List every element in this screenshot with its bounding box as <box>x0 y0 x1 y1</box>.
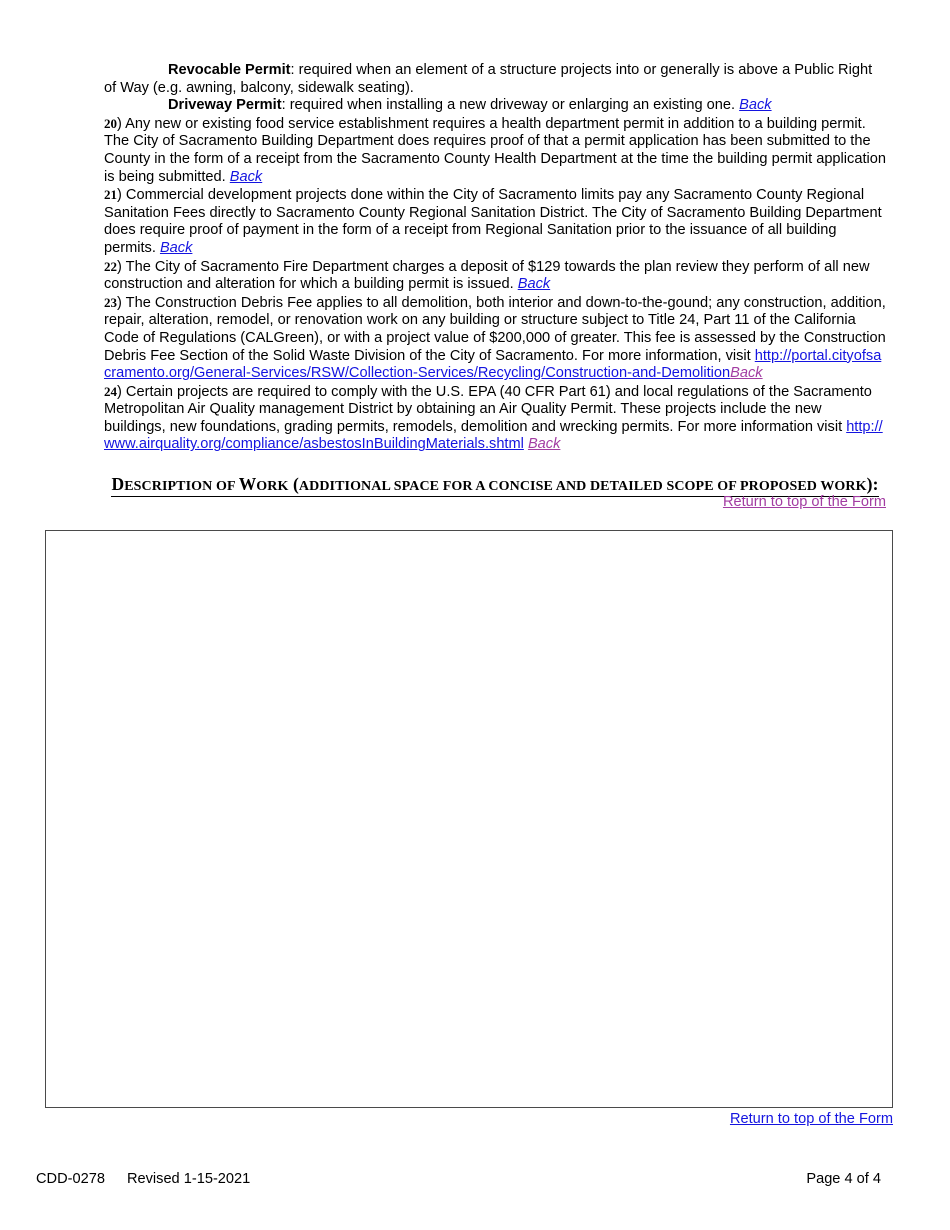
back-link-item-21[interactable]: Back <box>159 239 193 256</box>
item-22-paragraph <box>104 258 886 294</box>
item-24-text: Certain projects are required to comply with the U.S. EPA (40 CFR Part 61) and local regulations of the Sacramento Metropolitan Air Quality management District by obtaining an Air Quality Permit. These projects include the new buildings, new foundations, grading permits, remodels, demolition and wrecking permits. For more information visit <box>104 383 872 435</box>
return-to-top-link-upper[interactable]: Return to top of the Form <box>722 494 886 510</box>
item-24-paren: ) <box>117 383 122 400</box>
heading-paren-open: ( <box>288 474 299 494</box>
construction-debris-url-link[interactable]: http://portal.cityofsacramento.org/General-Services/RSW/Collection-Services/Recycling/Construction-and-Demolition <box>104 347 882 382</box>
heading-escription: ESCRIPTION <box>124 479 213 494</box>
permit-driveway-separator: : <box>281 97 290 114</box>
item-20-text: Any new or existing food service establishment requires a health department permit in addition to a building permit. The City of Sacramento Building Department does requires proof of that a permit application has been submitted to the County in the form of a receipt from the Sacramento County Health Department at the time the building permit application is being submitted. <box>104 115 886 185</box>
item-23-text: The Construction Debris Fee applies to all demolition, both interior and down-to-the-gound; any construction, addition, repair, alteration, remodel, or renovation work on any building or structure subject to Title 24, Part 11 of the California Code of Regulations (CALGreen), or with a project value of $200,000 of greater. This fee is assessed by the Construction Debris Fee Section of the Solid Waste Division of the City of Sacramento. For more information, visit <box>104 294 886 364</box>
back-link-driveway[interactable]: Back <box>739 97 772 114</box>
permit-revocable-paragraph <box>104 62 886 97</box>
page-footer <box>36 1171 881 1187</box>
item-20-paragraph <box>104 115 886 186</box>
back-link-item-22[interactable]: Back <box>517 276 551 293</box>
item-24-paragraph <box>104 383 886 454</box>
return-to-top-link-lower[interactable]: Return to top of the Form <box>729 1111 893 1127</box>
back-link-item-23[interactable]: Back <box>730 365 763 382</box>
permit-driveway-name: Driveway Permit <box>168 97 282 114</box>
item-21-paren: ) <box>117 187 122 204</box>
heading-w: W <box>238 474 257 494</box>
item-23-paren: ) <box>117 294 122 311</box>
revision-date-label: Revised 1-15-2021 <box>126 1171 251 1187</box>
item-22-text: The City of Sacramento Fire Department charges a deposit of $129 towards the plan review they perform of all new construction and alteration for which a building permit is issued. <box>104 258 870 293</box>
heading-d: D <box>111 474 125 494</box>
air-quality-url-link[interactable]: http://www.airquality.org/compliance/asbestosInBuildingMaterials.shtml <box>104 418 883 453</box>
item-22-number: 22 <box>104 258 117 274</box>
page-number-label: Page 4 of 4 <box>806 1171 881 1187</box>
footer-left-group <box>36 1171 250 1187</box>
heading-ork: ORK <box>256 479 289 494</box>
heading-paren-close: ) <box>866 474 873 494</box>
form-id-label: CDD-0278 <box>36 1171 105 1187</box>
permit-driveway-paragraph <box>104 97 886 115</box>
return-to-top-lower-wrap <box>45 1111 893 1127</box>
permit-driveway-text: required when installing a new driveway or enlarging an existing one. <box>289 97 740 114</box>
permit-revocable-text: required when an element of a structure projects into or generally is above a Public Right of Way (e.g. awning, balcony, sidewalk seating). <box>104 62 873 96</box>
item-21-text: Commercial development projects done within the City of Sacramento limits pay any Sacramento County Regional Sanitation Fees directly to Sacramento County Regional Sanitation District. The City of Sacramento Building Department does require proof of payment in the form of a receipt from Regional Sanitation prior to the issuance of all building permits. <box>104 187 882 256</box>
back-link-item-24[interactable]: Back <box>527 436 561 453</box>
heading-colon: : <box>872 474 879 494</box>
item-24-number: 24 <box>104 383 117 399</box>
item-20-paren: ) <box>117 115 122 132</box>
item-23-number: 23 <box>104 294 117 310</box>
body-content <box>104 62 886 454</box>
item-21-number: 21 <box>104 187 117 203</box>
description-of-work-textbox[interactable] <box>45 530 893 1108</box>
item-21-paragraph <box>104 186 886 257</box>
item-22-paren: ) <box>117 258 122 275</box>
heading-of: OF <box>212 479 239 494</box>
item-20-number: 20 <box>104 115 117 131</box>
back-link-item-20[interactable]: Back <box>229 168 263 185</box>
permit-revocable-separator: : <box>290 62 299 78</box>
heading-subtitle: ADDITIONAL SPACE FOR A CONCISE AND DETAILED SCOPE OF PROPOSED WORK <box>298 479 867 494</box>
item-23-paragraph <box>104 294 886 383</box>
permit-revocable-name: Revocable Permit <box>168 62 291 78</box>
return-to-top-upper-wrap <box>104 494 886 510</box>
